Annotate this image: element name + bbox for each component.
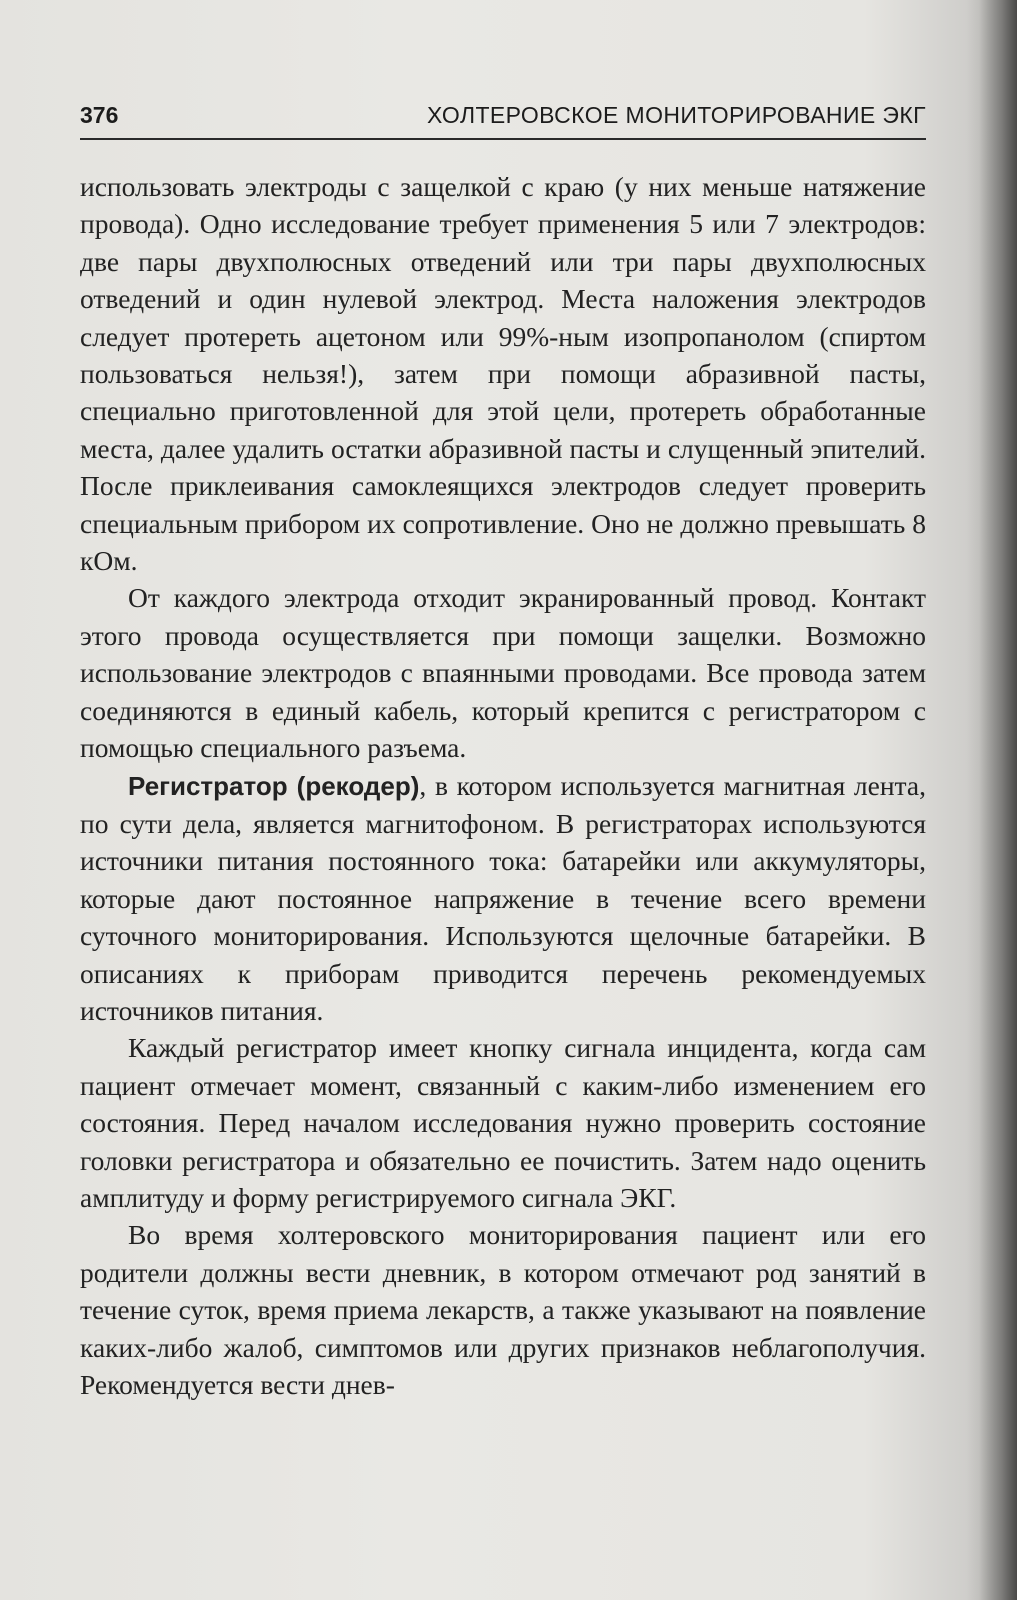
page-header — [80, 98, 926, 138]
header-rule — [80, 138, 926, 140]
paragraph-4: Каждый регистратор имеет кнопку сигнала инцидента, когда сам пациент отмечает момент, связанный с каким-либо изменением его состояния. Перед началом исследования нужно проверить состояние головки регистратора и обязательно ее почистить. Затем надо оценить амплитуду и форму регистрируемого сигнала ЭКГ. — [80, 1032, 926, 1213]
running-title: ХОЛТЕРОВСКОЕ МОНИТОРИРОВАНИЕ ЭКГ — [426, 102, 926, 128]
paragraph-1: использовать электроды с защелкой с краю (у них меньше натяжение провода). Одно исследование требует применения 5 или 7 электродов: две пары двухполюсных отведений или три пары двухполюсных отведений и один нулевой электрод. Места наложения электродов следует протереть ацетоном или 99%-ным изопропанолом (спиртом пользоваться нельзя!), затем при помощи абразивной пасты, специально приготовленной для этой цели, протереть обработанные места, далее удалить остатки абразивной пасты и слущенный эпителий. После приклеивания самоклеящихся электродов следует проверить специальным прибором их сопротивление. Оно не должно превышать 8 кОм. — [80, 171, 926, 577]
paragraph-3-text: , в котором используется магнитная лента, по сути дела, является магнитофоном. В регистраторах используются источники питания постоянного тока: батарейки или аккумуляторы, которые дают постоянное напряжение в течение всего времени суточного мониторирования. Используются щелочные батарейки. В описаниях к приборам приводится перечень рекомендуемых источников питания. — [80, 769, 926, 1026]
paragraph-2: От каждого электрода отходит экранированный провод. Контакт этого провода осуществляется при помощи защелки. Возможно использование электродов с впаянными проводами. Все провода затем соединяются в единый кабель, который крепится с регистратором с помощью специального разъема. — [80, 582, 926, 764]
page-number: 376 — [80, 102, 119, 128]
body-text — [80, 168, 926, 1403]
paragraph-5: Во время холтеровского мониторирования пациент или его родители должны вести дневник, в котором отмечают род занятий в течение суток, время приема лекарств, а также указывают на появление каких-либо жалоб, симптомов или других признаков неблагополучия. Рекомендуется вести днев- — [80, 1219, 926, 1400]
binding-shadow — [979, 0, 1017, 1600]
paragraph-3 — [80, 767, 926, 1030]
term-recorder: Регистратор (рекодер) — [128, 770, 420, 801]
